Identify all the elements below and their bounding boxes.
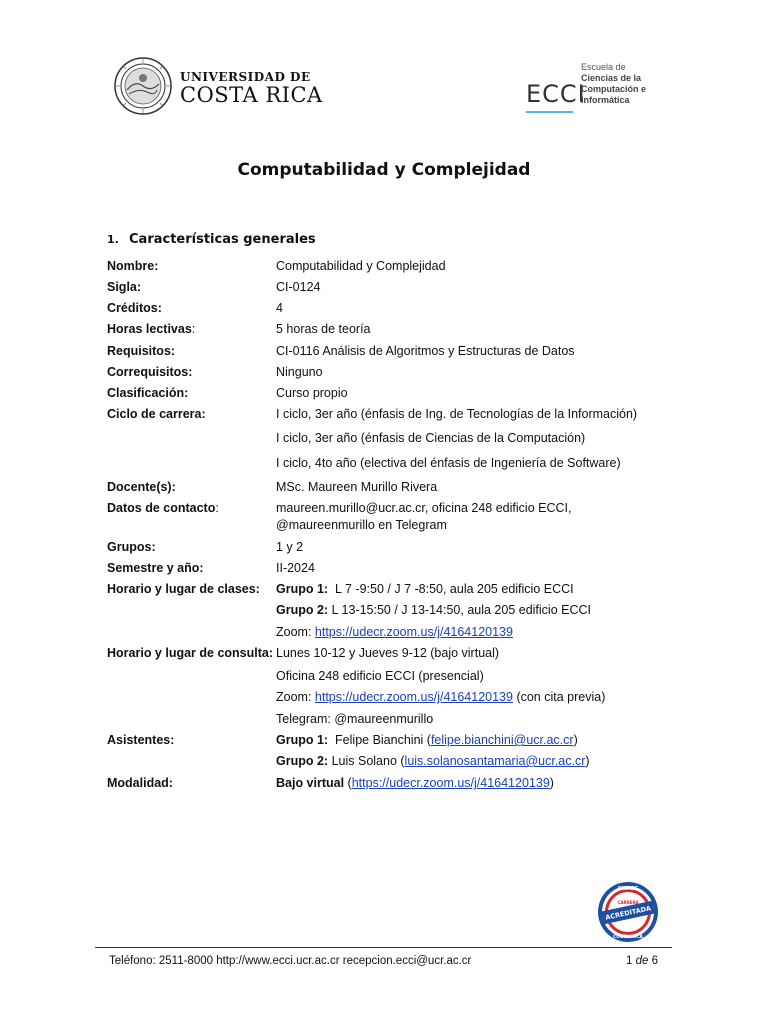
value-clases-grupo1 [276,582,574,596]
ucr-wordmark [180,70,323,106]
page-total: 6 [651,955,659,967]
seal-top-text: SINAES [617,886,639,892]
ucr-line1: UNIVERSIDAD DE [180,70,311,84]
value-horas: 5 horas de teoría [276,322,371,336]
label-contacto-text: Datos de contacto [107,501,216,515]
zoom-link-consulta[interactable]: https://udecr.zoom.us/j/4164120139 [314,690,513,704]
value-sigla: CI-0124 [276,280,321,294]
ecci-line: Computación e [581,84,647,94]
label-horario-consulta: Horario y lugar de consulta: [107,646,274,660]
ecci-line: Informática [581,95,630,105]
seal-middle2-text: ACREDITADA [604,904,652,922]
page-number [626,955,658,967]
value-consulta-zoom [276,690,605,704]
value-creditos: 4 [276,301,283,315]
zoom-link-clases[interactable]: https://udecr.zoom.us/j/4164120139 [314,625,513,639]
page-header [0,0,768,130]
label-contacto-colon: : [215,501,219,515]
ecci-underline [526,111,573,113]
value-clases-grupo2 [276,603,591,617]
label-asistentes: Asistentes: [107,733,175,747]
value-nombre: Computabilidad y Complejidad [276,259,446,273]
section-heading [107,232,316,247]
value-asistente-grupo2 [276,754,590,768]
grupo1-label: Grupo 1: [276,582,329,596]
label-horas-text: Horas lectivas [107,322,192,336]
value-semestre: II-2024 [276,561,315,575]
ecci-line: Ciencias de la [581,73,642,83]
grupo2-schedule: L 13-15:50 / J 13-14:50, aula 205 edificio ECCI [331,603,592,617]
ecci-logo: ECCI [526,80,586,108]
value-ciclo-2: I ciclo, 3er año (énfasis de Ciencias de la Computación) [276,431,586,445]
section-title: Características generales [129,232,316,247]
seal-bottom-text: COSTA RICA [612,935,644,940]
modalidad-bold: Bajo virtual [276,776,345,790]
section-number: 1. [107,233,119,246]
grupo2-label: Grupo 2: [276,603,329,617]
sinaes-accreditation-seal [596,880,660,944]
label-modalidad: Modalidad: [107,776,173,790]
modalidad-close: ) [549,776,554,790]
document-title: Computabilidad y Complejidad [237,160,531,180]
footer-contact: Teléfono: 2511-8000 http://www.ecci.ucr.ac.cr recepcion.ecci@ucr.ac.cr [109,955,472,967]
zoom-suffix: (con cita previa) [512,690,606,704]
value-clasificacion: Curso propio [276,386,348,400]
asistente-g2-email[interactable]: luis.solanosantamaria@ucr.ac.cr [404,754,586,768]
page-of: de [635,955,649,967]
ucr-line2: COSTA RICA [180,83,323,107]
value-asistente-grupo1 [276,733,578,747]
label-horario-clases: Horario y lugar de clases: [107,582,260,596]
value-clases-zoom [276,625,513,639]
zoom-label: Zoom: [276,690,315,704]
page-current: 1 [626,955,633,967]
asistente-g1-label: Grupo 1: [276,733,329,747]
asistente-g1-name: Felipe Bianchini ( [335,733,431,747]
value-contacto-1: maureen.murillo@ucr.ac.cr, oficina 248 edificio ECCI, [276,501,572,515]
grupo1-schedule: L 7 -9:50 / J 7 -8:50, aula 205 edificio ECCI [335,582,574,596]
label-clasificacion: Clasificación: [107,386,189,400]
label-docentes: Docente(s): [107,480,176,494]
value-contacto-2: @maureenmurillo en Telegram [276,518,447,532]
label-horas [107,322,195,336]
ucr-seal-logo [113,56,173,116]
ecci-line: Escuela de [581,62,626,72]
label-ciclo: Ciclo de carrera: [107,407,206,421]
asistente-g1-email[interactable]: felipe.bianchini@ucr.ac.cr [430,733,574,747]
value-modalidad [276,776,554,790]
value-ciclo-1: I ciclo, 3er año (énfasis de Ing. de Tecnologías de la Información) [276,407,638,421]
label-creditos: Créditos: [107,301,162,315]
value-consulta-telegram: Telegram: @maureenmurillo [276,712,434,726]
seal-middle1-text: CARRERA [617,900,639,905]
value-docentes: MSc. Maureen Murillo Rivera [276,480,438,494]
asistente-g2-label: Grupo 2: [276,754,329,768]
value-grupos: 1 y 2 [276,540,304,554]
asistente-g2-name: Luis Solano ( [331,754,405,768]
label-horas-colon: : [191,322,196,336]
value-correquisitos: Ninguno [276,365,323,379]
label-correquisitos: Correquisitos: [107,365,193,379]
value-ciclo-3: I ciclo, 4to año (electiva del énfasis de Ingeniería de Software) [276,456,621,470]
zoom-label: Zoom: [276,625,315,639]
value-consulta-1: Lunes 10-12 y Jueves 9-12 (bajo virtual) [276,646,500,660]
asistente-g2-close: ) [585,754,590,768]
label-requisitos: Requisitos: [107,344,176,358]
value-requisitos: CI-0116 Análisis de Algoritmos y Estructuras de Datos [276,344,575,358]
label-sigla: Sigla: [107,280,142,294]
modalidad-open: ( [344,776,352,790]
label-semestre: Semestre y año: [107,561,204,575]
asistente-g1-close: ) [573,733,578,747]
label-grupos: Grupos: [107,540,156,554]
value-consulta-2: Oficina 248 edificio ECCI (presencial) [276,669,484,683]
ecci-school-name [581,62,646,106]
modalidad-link[interactable]: https://udecr.zoom.us/j/4164120139 [351,776,550,790]
label-nombre: Nombre: [107,259,159,273]
label-contacto [107,501,219,515]
footer-divider [95,947,672,948]
